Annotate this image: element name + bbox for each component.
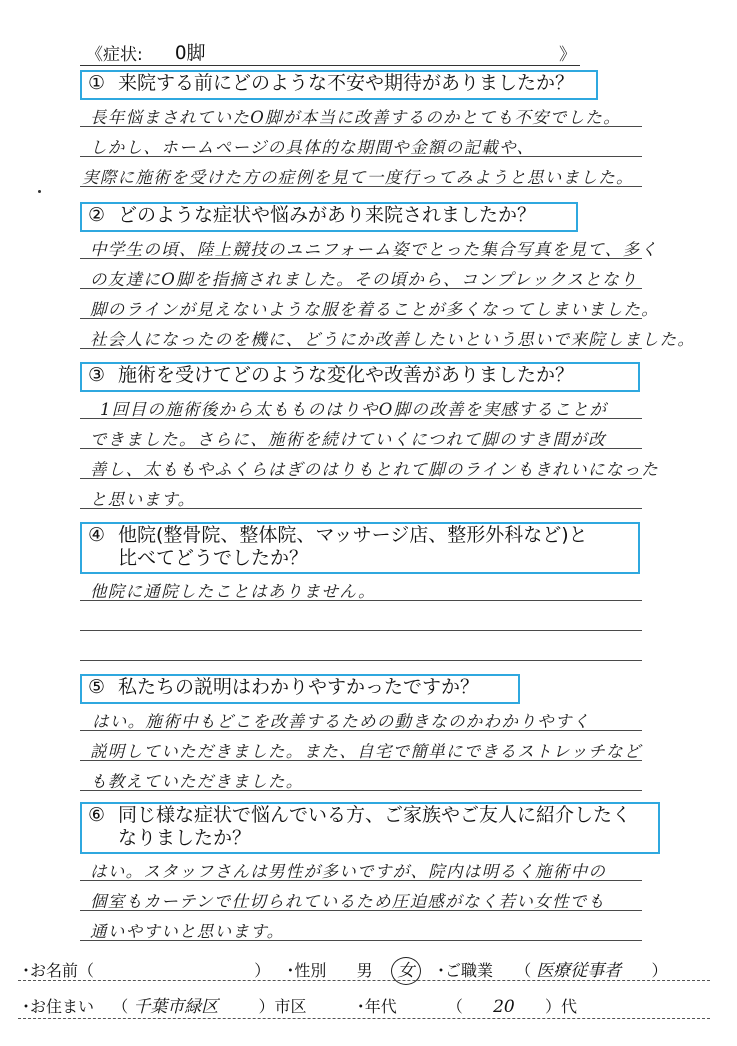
- symptom-close: 》: [559, 45, 576, 65]
- rule-line: [80, 760, 642, 761]
- rule-line: [80, 600, 642, 601]
- rule-line: [80, 186, 642, 187]
- symptom-line: [80, 40, 580, 66]
- answer-4-line-1: 他院に通院したことはありません。: [90, 582, 376, 601]
- answer-3-line-4: と思います。: [90, 490, 196, 509]
- question-4-text-1: 他院(整骨院、整体院、マッサージ店、整形外科など)と: [118, 524, 588, 546]
- rule-line: [80, 790, 642, 791]
- rule-line: [80, 318, 642, 319]
- age-suffix: ）代: [544, 997, 577, 1016]
- gender-female-circled: 女: [391, 957, 421, 985]
- footer-row-2: [22, 992, 712, 1017]
- rule-line: [80, 508, 642, 509]
- rule-line: [80, 418, 642, 419]
- rule-line: [80, 910, 642, 911]
- rule-line: [80, 730, 642, 731]
- answer-3-line-3: 善し、太ももやふくらはぎのはりもとれて脚のラインもきれいになった: [90, 460, 660, 479]
- rule-line: [80, 288, 642, 289]
- symptom-rule: [80, 65, 580, 66]
- answer-2-line-1: 中学生の頃、陸上競技のユニフォーム姿でとった集合写真を見て、多く: [90, 240, 659, 259]
- rule-line: [80, 880, 642, 881]
- answer-1-line-2: しかし、ホームページの具体的な期間や金額の記載や、: [90, 138, 535, 157]
- answer-5-line-3: も教えていただきました。: [90, 772, 304, 791]
- address-suffix: ）市区: [258, 997, 307, 1016]
- gender-label: ･性別: [286, 961, 327, 980]
- rule-line: [80, 156, 642, 157]
- question-5: [88, 676, 479, 699]
- answer-6-line-1: はい。スタッフさんは男性が多いですが、院内は明るく施術中の: [90, 862, 607, 881]
- rule-line: [80, 940, 642, 941]
- answer-2-line-4: 社会人になったのを機に、どうにか改善したいという思いで来院しました。: [90, 330, 696, 349]
- rule-line: [80, 630, 642, 631]
- age-open: （: [446, 997, 463, 1016]
- address-label: ･お住まい: [22, 997, 95, 1016]
- question-6-text-1: 同じ様な症状で悩んでいる方、ご家族やご友人に紹介したく: [118, 804, 632, 826]
- answer-6-line-2: 個室もカーテンで仕切られているため圧迫感がなく若い女性でも: [90, 892, 606, 911]
- answer-5-line-2: 説明していただきました。また、自宅で簡単にできるストレッチなど: [90, 742, 642, 761]
- answer-2-line-2: の友達にO脚を指摘されました。その頃から、コンプレックスとなり: [90, 270, 638, 289]
- answer-3-line-2: できました。さらに、施術を続けていくにつれて脚のすき間が改: [90, 430, 606, 449]
- age-value: 20: [493, 997, 515, 1017]
- address-value: 千葉市緑区: [133, 997, 219, 1017]
- age-label: ･年代: [356, 997, 397, 1016]
- job-open: （: [515, 961, 532, 980]
- address-open: （: [112, 997, 129, 1016]
- symptom-value: O脚: [175, 42, 206, 64]
- name-label: ･お名前（: [22, 961, 95, 980]
- gender-male: 男: [356, 961, 373, 980]
- job-label: ･ご職業: [437, 961, 494, 980]
- name-close: ）: [254, 961, 271, 980]
- question-3-text: 施術を受けてどのような変化や改善がありましたか？: [118, 364, 575, 386]
- answer-3-line-1: 1回目の施術後から太もものはりやO脚の改善を実感することが: [100, 400, 608, 419]
- question-4-text-2: 比べてどうでしたか？: [118, 547, 309, 569]
- footer-rule-2: [18, 1018, 710, 1019]
- question-1: [88, 72, 574, 95]
- rule-line: [80, 448, 642, 449]
- rule-line: [80, 258, 642, 259]
- job-value: 医療従事者: [536, 961, 622, 981]
- question-5-number: ⑤: [88, 676, 106, 698]
- question-3-number: ③: [88, 364, 106, 386]
- question-1-number: ①: [88, 72, 106, 94]
- answer-5-line-1: はい。施術中もどこを改善するための動きなのかわかりやすく: [92, 712, 591, 731]
- answer-6-line-3: 通いやすいと思います。: [90, 922, 285, 941]
- question-6-number: ⑥: [88, 804, 106, 826]
- footer-rule-1: [18, 980, 710, 981]
- rule-line: [80, 126, 642, 127]
- question-6-text-2: なりましたか？: [118, 827, 252, 849]
- question-2: [88, 204, 536, 227]
- job-close: ）: [651, 961, 668, 980]
- answer-1-line-1: 長年悩まされていたO脚が本当に改善するのかとても不安でした。: [90, 108, 622, 127]
- rule-line: [80, 478, 642, 479]
- question-3: [88, 364, 574, 387]
- question-5-text: 私たちの説明はわかりやすかったですか？: [118, 676, 480, 698]
- question-1-text: 来院する前にどのような不安や期待がありましたか？: [118, 72, 575, 94]
- answer-2-line-3: 脚のラインが見えないような服を着ることが多くなってしまいました。: [90, 300, 660, 319]
- question-2-text: どのような症状や悩みがあり来院されましたか？: [118, 204, 537, 226]
- question-4: [88, 524, 588, 570]
- symptom-label: 《症状:: [86, 45, 143, 65]
- question-6: [88, 804, 631, 850]
- rule-line: [80, 660, 642, 661]
- question-4-number: ④: [88, 524, 106, 546]
- question-2-number: ②: [88, 204, 106, 226]
- scan-speck: [38, 190, 41, 193]
- rule-line: [80, 348, 642, 349]
- answer-1-line-3: 実際に施術を受けた方の症例を見て一度行ってみようと思いました。: [82, 168, 634, 187]
